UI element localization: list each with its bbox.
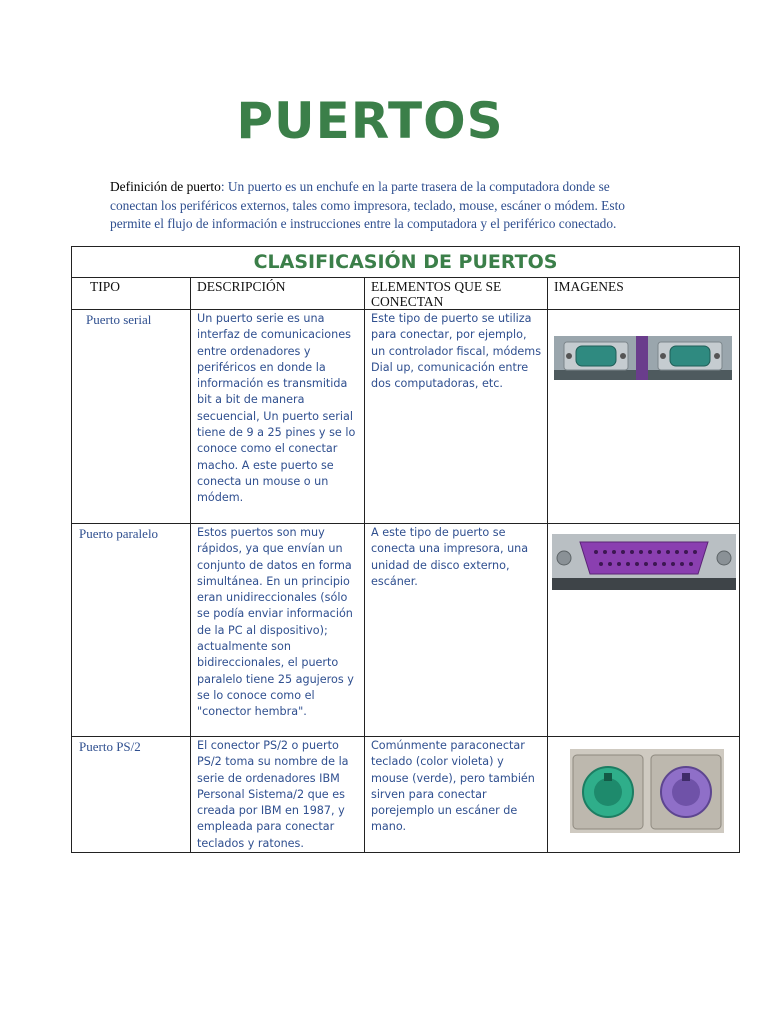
row-descripcion: Un puerto serie es una interfaz de comunicaciones entre ordenadores y periféricos en donde la información es transmitida bit a bit de manera secuencial, Un puerto serial tiene de 9 a 25 pines y se lo conoce como el conectar macho. A este puerto se conecta un mouse o un módem. [191, 310, 365, 524]
header-imagenes: IMAGENES [548, 278, 740, 310]
row-elementos: Este tipo de puerto se utiliza para conectar, por ejemplo, un controlador fiscal, módems Dial up, comunicación entre dos computadoras, etc. [365, 310, 548, 524]
row-tipo: Puerto PS/2 [72, 737, 191, 853]
table-row [72, 310, 740, 524]
row-elementos: A este tipo de puerto se conecta una impresora, una unidad de disco externo, escáner. [365, 524, 548, 737]
header-elementos: ELEMENTOS QUE SE CONECTAN [365, 278, 548, 310]
ps2-port-image [570, 749, 724, 833]
table-caption: CLASIFICASIÓN DE PUERTOS [72, 247, 740, 278]
serial-port-image [554, 336, 732, 380]
row-tipo: Puerto paralelo [72, 524, 191, 737]
row-tipo: Puerto serial [72, 310, 191, 524]
row-elementos: Comúnmente paraconectar teclado (color violeta) y mouse (verde), pero también sirven para conectar porejemplo un escáner de mano. [365, 737, 548, 853]
header-descripcion: DESCRIPCIÓN [191, 278, 365, 310]
page-title: PUERTOS [236, 92, 504, 150]
definition-paragraph [110, 178, 655, 234]
table-row [72, 737, 740, 853]
table-row [72, 524, 740, 737]
definition-text: : Un puerto es un enchufe en la parte trasera de la computadora donde se conectan los periféricos externos, tales como impresora, teclado, mouse, escáner o módem. Esto permite el flujo de información e instrucciones entre la computadora y el periférico conectado. [110, 179, 625, 231]
ports-table [71, 246, 740, 853]
parallel-port-image [552, 534, 736, 590]
row-descripcion: El conector PS/2 o puerto PS/2 toma su nombre de la serie de ordenadores IBM Personal Sistema/2 que es creada por IBM en 1987, y empleada para conectar teclados y ratones. [191, 737, 365, 853]
row-descripcion: Estos puertos son muy rápidos, ya que envían un conjunto de datos en forma simultánea. En un principio eran unidireccionales (sólo se podía enviar información de la PC al dispositivo); actualmente son bidireccionales, el puerto paralelo tiene 25 agujeros y se lo conoce como el "conector hembra". [191, 524, 365, 737]
row-imagen [548, 737, 740, 853]
definition-lead: Definición de puerto [110, 179, 221, 194]
header-tipo: TIPO [72, 278, 191, 310]
row-imagen [548, 310, 740, 524]
row-imagen [548, 524, 740, 737]
